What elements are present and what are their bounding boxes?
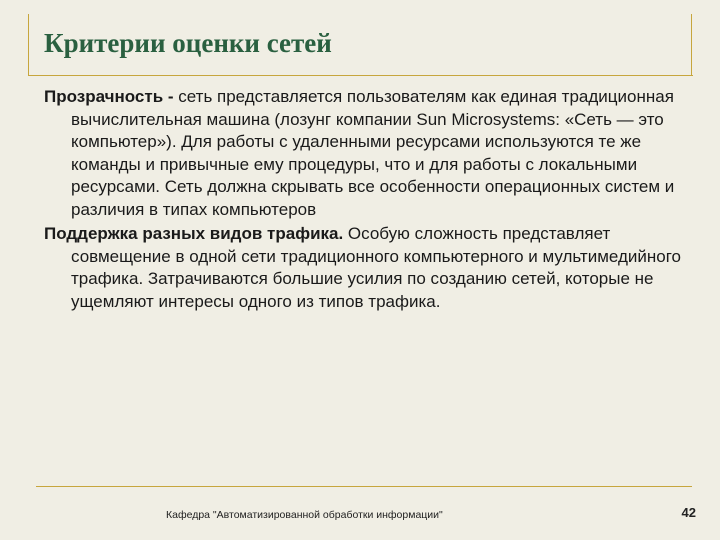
- term-transparency: Прозрачность -: [44, 87, 174, 106]
- text-transparency: сеть представляется пользователям как единая традиционная вычислительная машина (лозунг компании Sun Microsystems: «Сеть — это компьютер»). Для работы с удаленными ресурсами используются те же команды и привычные ему процедуры, что и для работы с локальными ресурсами. Сеть должна скрывать все особенности операционных систем и различия в типах компьютеров: [71, 87, 675, 219]
- footer-divider: [36, 486, 692, 487]
- text-traffic: Особую сложность представляет совмещение в одной сети традиционного компьютерного и мультимедийного трафика. Затрачиваются большие усилия по созданию сетей, которые не ущемляют интересы одного из типов трафика.: [71, 224, 682, 311]
- page-number: 42: [681, 505, 696, 520]
- paragraph-transparency: [44, 86, 684, 221]
- slide-content: [44, 86, 684, 315]
- slide-title: Критерии оценки сетей: [44, 28, 332, 58]
- footer-department: Кафедра "Автоматизированной обработки информации": [166, 509, 443, 521]
- term-traffic: Поддержка разных видов трафика.: [44, 224, 344, 243]
- paragraph-traffic: [44, 223, 684, 313]
